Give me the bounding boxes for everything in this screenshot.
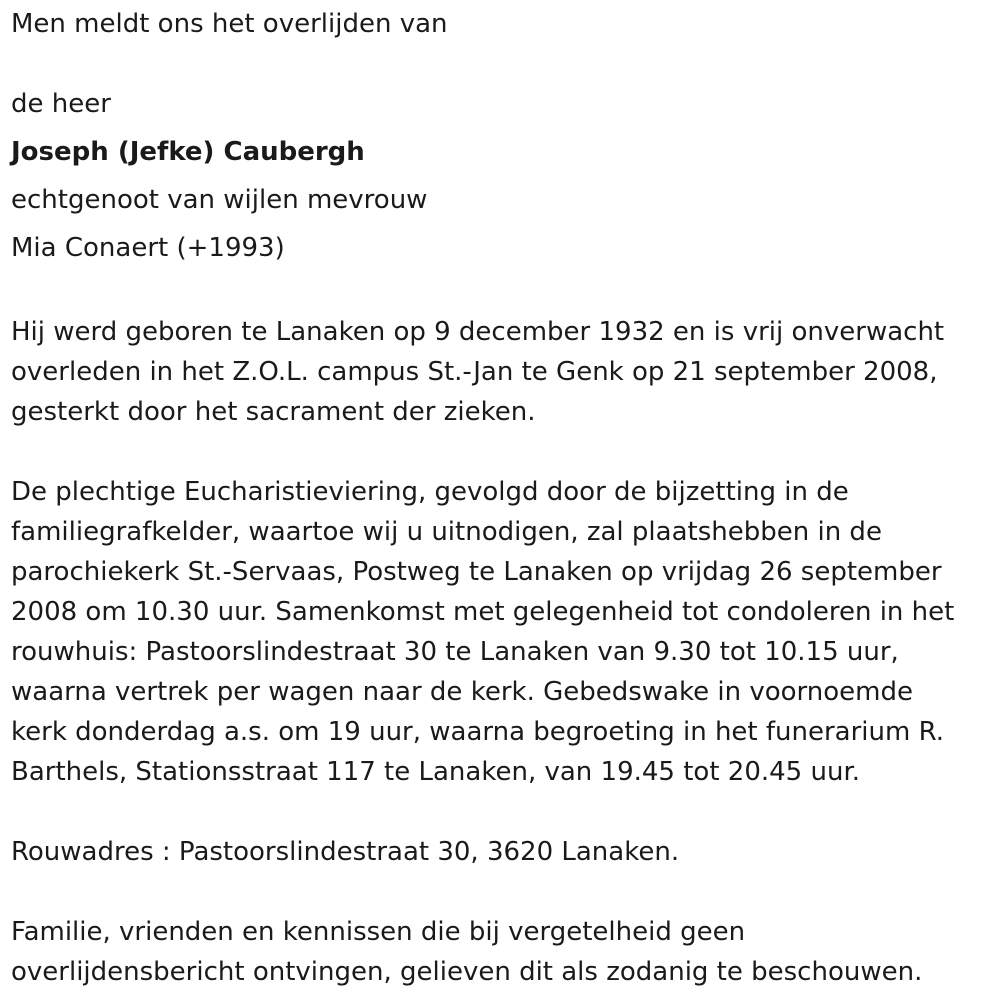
birth-death-paragraph: Hij werd geboren te Lanaken op 9 december 1932 en is vrij onverwacht overleden in het Z.O.L. campus St.-Jan te Genk op 21 september 2008, gesterkt door het sacrament der zieken. [11, 317, 945, 427]
spacer [11, 872, 991, 912]
spacer [11, 272, 991, 312]
intro-text: Men meldt ons het overlijden van [11, 9, 448, 39]
death-notice [11, 0, 991, 992]
spacer [11, 792, 991, 832]
ceremony-paragraph: De plechtige Eucharistieviering, gevolgd door de bijzetting in de familiegrafkelder, waartoe wij u uitnodigen, zal plaatshebben in de parochiekerk St.-Servaas, Postweg te Lanaken op vrijdag 26 september 2008 om 10.30 uur. Samenkomst met gelegenheid tot condoleren in het rouwhuis: Pastoorslindestraat 30 te Lanaken van 9.30 tot 10.15 uur, waarna vertrek per wagen naar de kerk. Gebedswake in voornoemde kerk donderdag a.s. om 19 uur, waarna begroeting in het funerarium R. Barthels, Stationsstraat 117 te Lanaken, van 19.45 tot 20.45 uur. [11, 477, 955, 787]
spouse-name: Mia Conaert (+1993) [11, 233, 285, 263]
closing-paragraph: Familie, vrienden en kennissen die bij vergetelheid geen overlijdensbericht ontvingen, gelieven dit als zodanig te beschouwen. [11, 917, 923, 987]
spacer [11, 432, 991, 472]
spacer [11, 48, 991, 80]
spouse-label: echtgenoot van wijlen mevrouw [11, 185, 428, 215]
salutation-text: de heer [11, 89, 111, 119]
deceased-name: Joseph (Jefke) Caubergh [11, 137, 365, 167]
address-paragraph: Rouwadres : Pastoorslindestraat 30, 3620 Lanaken. [11, 837, 680, 867]
